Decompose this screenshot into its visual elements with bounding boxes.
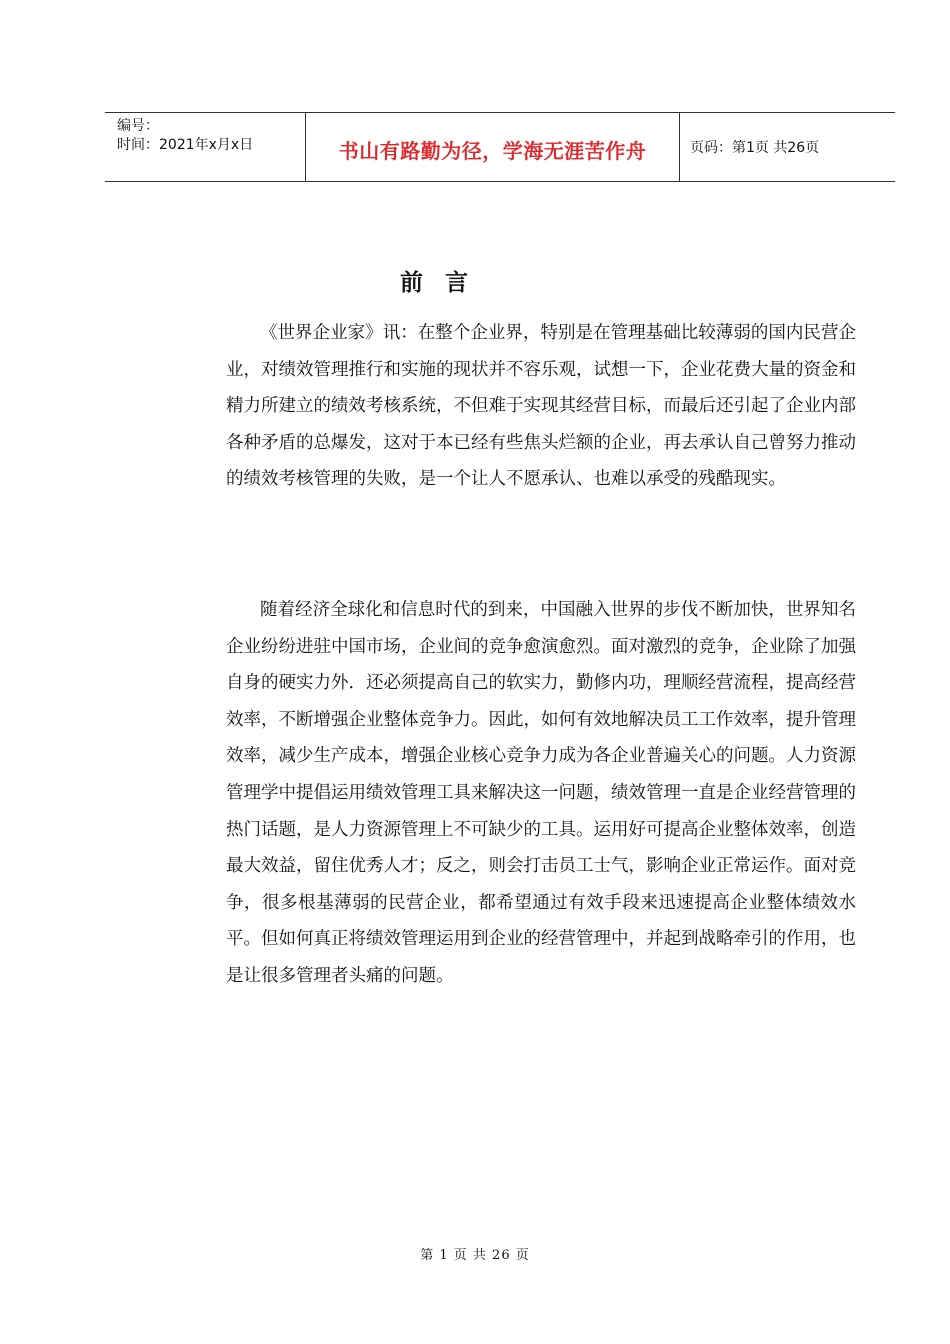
document-number-label: 编号：: [117, 118, 159, 134]
page-footer: 第 1 页 共 26 页: [420, 1248, 530, 1263]
paragraph-2: 随着经济全球化和信息时代的到来，中国融入世界的步伐不断加快，世界知名企业纷纷进驻中国市场，企业间的竞争愈演愈烈。面对激烈的竞争，企业除了加强自身的硬实力外．还必须提高自己的软实力，勤修内功，理顺经营流程，提高经营效率，不断增强企业整体竞争力。因此，如何有效地解决员工工作效率，提升管理效率，减少生产成本，增强企业核心竞争力成为各企业普遍关心的问题。人力资源管理学中提倡运用绩效管理工具来解决这一问题，绩效管理一直是企业经营管理的热门话题，是人力资源管理上不可缺少的工具。运用好可提高企业整体效率，创造最大效益，留住优秀人才；反之，则会打击员工士气，影响企业正常运作。面对竞争，很多根基薄弱的民营企业，都希望通过有效手段来迅速提高企业整体绩效水平。但如何真正将绩效管理运用到企业的经营管理中，并起到战略牵引的作用，也是让很多管理者头痛的问题。: [226, 600, 856, 986]
header-motto-cell: [306, 113, 680, 181]
document-time-label: 时间：2021年x月x日: [117, 137, 254, 153]
document-title: 前言: [400, 270, 490, 296]
header-page-label: 页码：第1页 共26页: [690, 140, 820, 156]
header-page-cell: [680, 113, 895, 181]
page-header: [105, 112, 895, 182]
header-meta-cell: [105, 113, 306, 181]
header-motto: 书山有路勤为径，学海无涯苦作舟: [338, 138, 647, 163]
paragraph-1: 《世界企业家》讯：在整个企业界，特别是在管理基础比较薄弱的国内民营企业，对绩效管理推行和实施的现状并不容乐观，试想一下，企业花费大量的资金和精力所建立的绩效考核系统，不但难于实现其经营目标，而最后还引起了企业内部各种矛盾的总爆发，这对于本已经有些焦头烂额的企业，再去承认自己曾努力推动的绩效考核管理的失败，是一个让人不愿承认、也难以承受的残酷现实。: [226, 323, 856, 490]
